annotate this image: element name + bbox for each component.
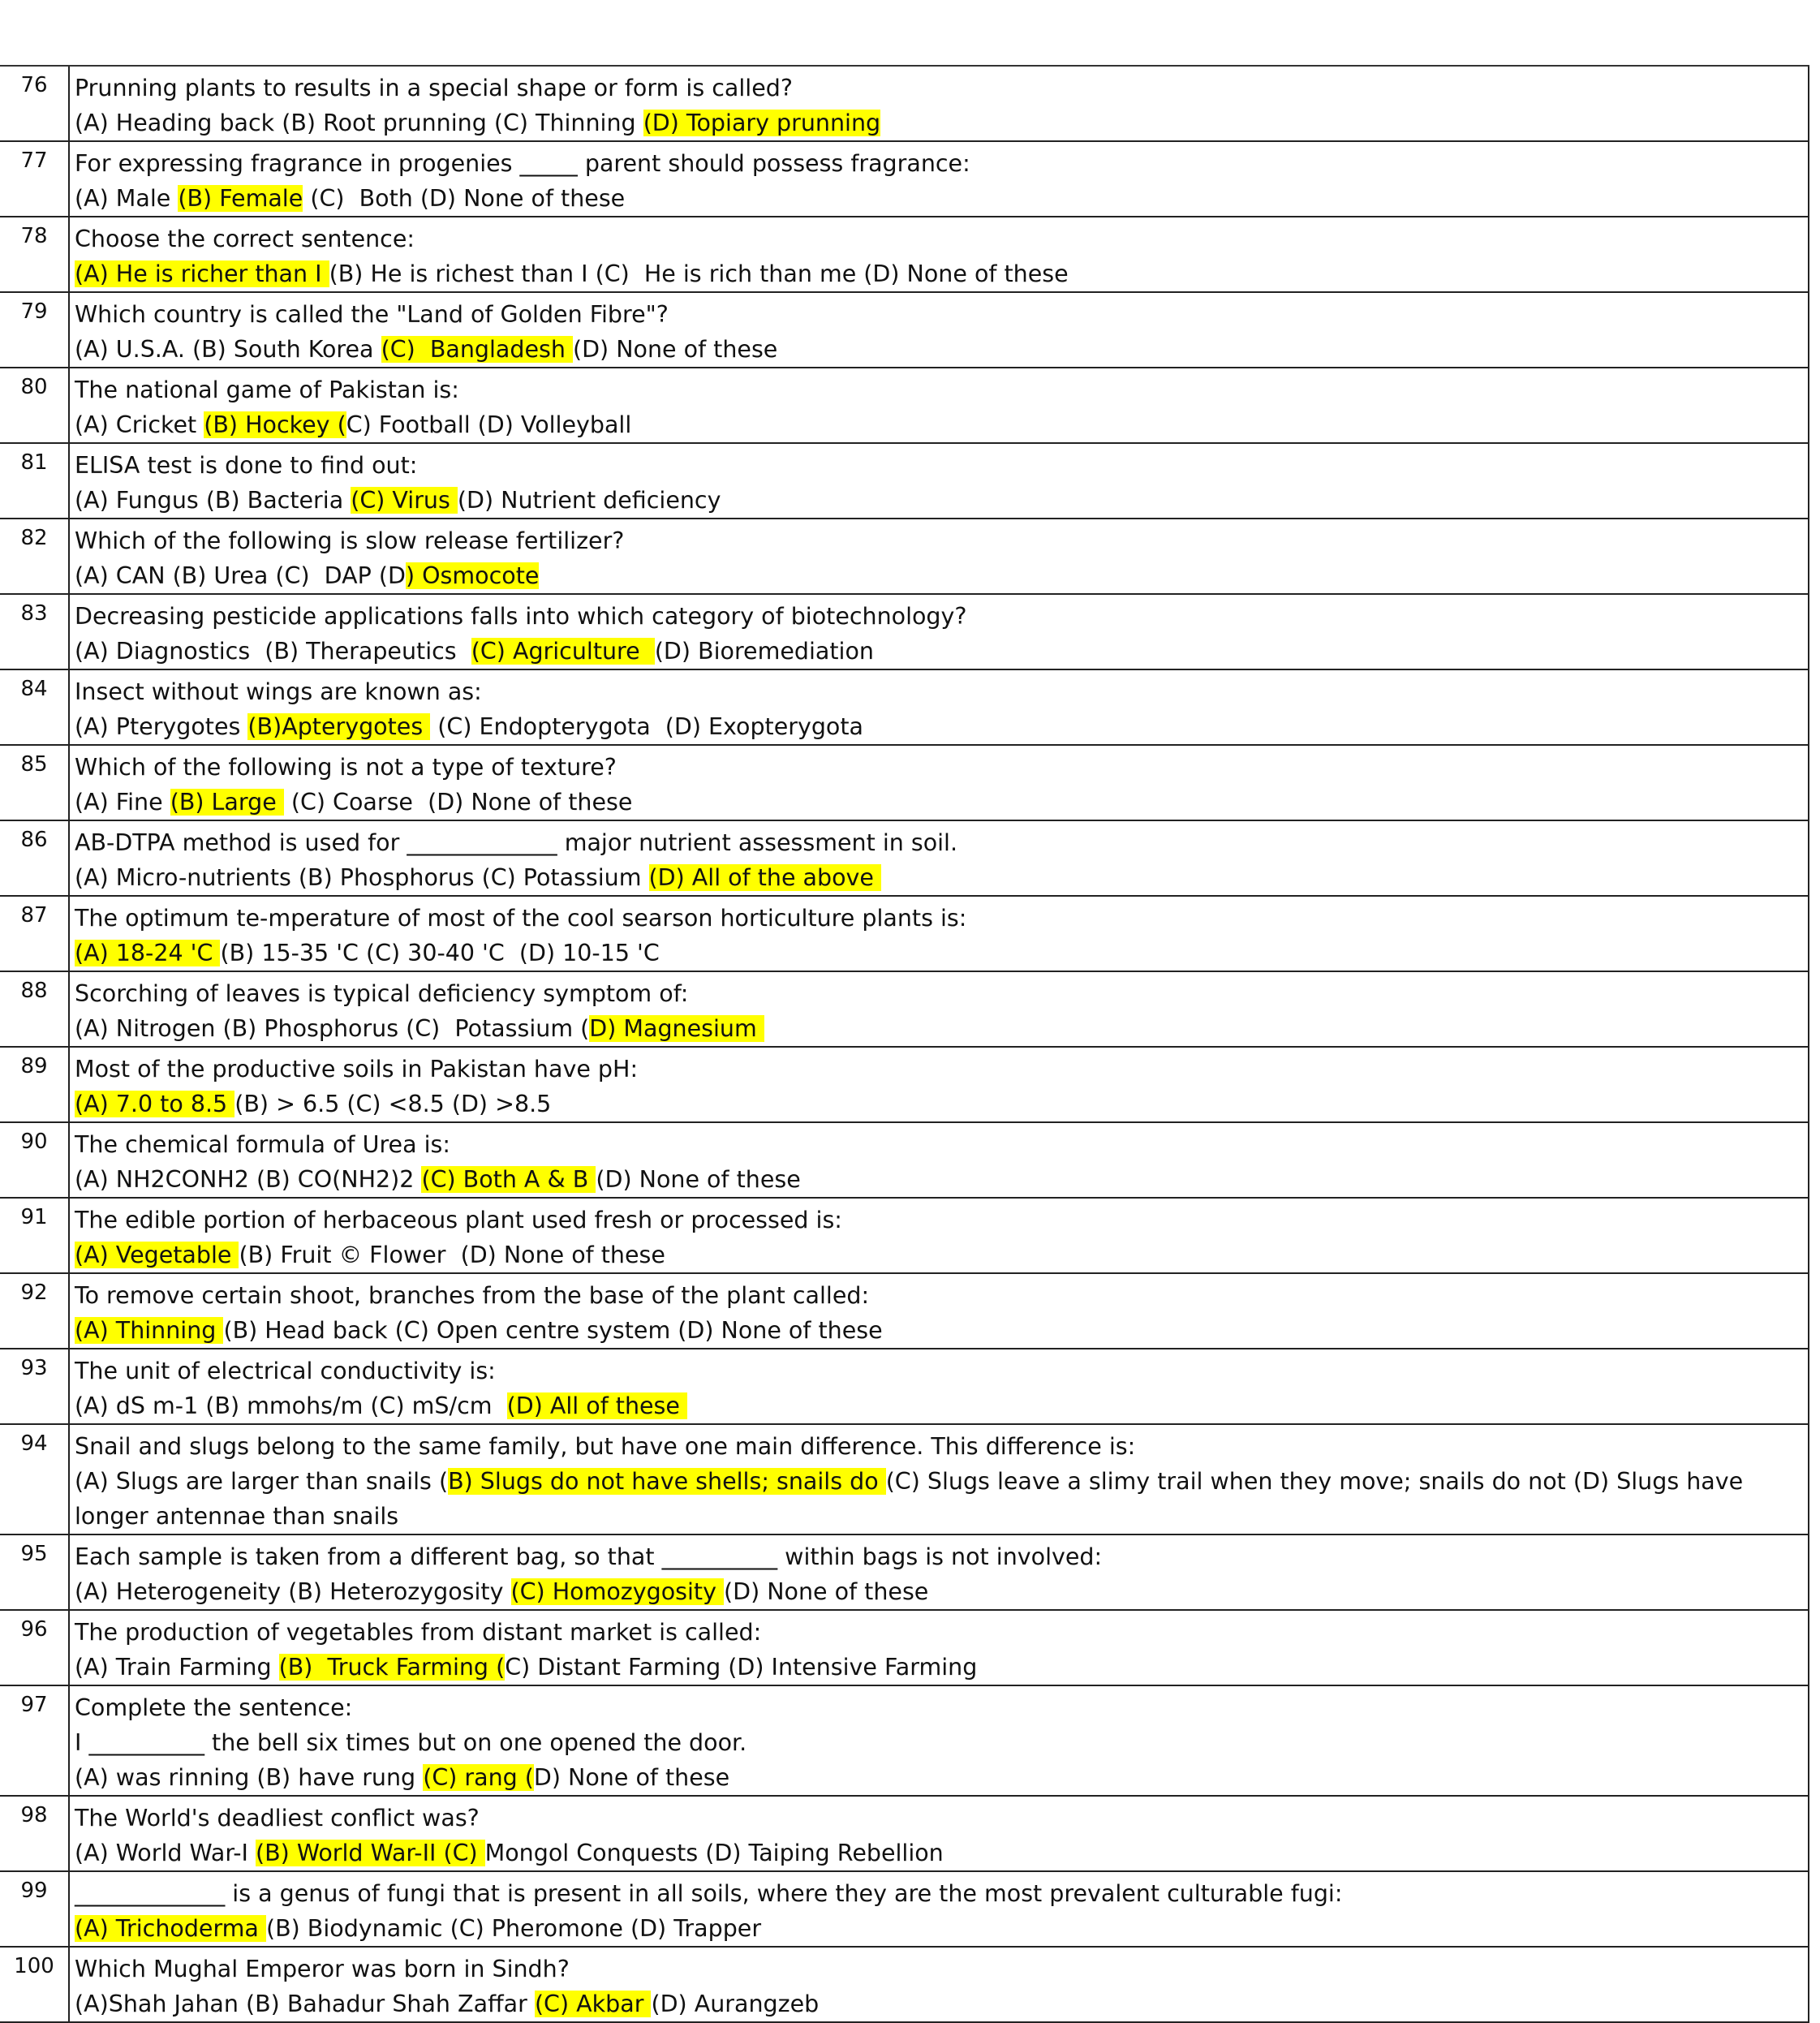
question-number: 92 <box>0 1274 70 1348</box>
question-body <box>70 1686 1808 1795</box>
options-line <box>75 1650 1808 1685</box>
question-body <box>70 1611 1808 1685</box>
option-text: (A) Male <box>75 185 179 212</box>
option-text: (A) Diagnostics (B) Therapeutics <box>75 638 471 665</box>
option-text: (D) None of these <box>596 1166 801 1193</box>
correct-answer-highlight: (B)Apterygotes <box>247 713 431 740</box>
question-number: 80 <box>0 368 70 442</box>
correct-answer-highlight: (A) 7.0 to 8.5 <box>75 1091 235 1117</box>
option-text: (A) Fungus (B) Bacteria <box>75 487 351 514</box>
question-text: The national game of Pakistan is: <box>75 377 459 403</box>
correct-answer-highlight: D) Magnesium <box>589 1015 764 1042</box>
question-text: Which country is called the "Land of Golden Fibre"? <box>75 301 669 328</box>
question-body <box>70 972 1808 1046</box>
question-text: The production of vegetables from distant market is called: <box>75 1619 762 1646</box>
question-row <box>0 1948 1809 2023</box>
question-row <box>0 1535 1809 1611</box>
option-text: (D) Bioremediation <box>654 638 874 665</box>
option-text: (D) Nutrient deficiency <box>457 487 721 514</box>
correct-answer-highlight: (A) Trichoderma <box>75 1915 266 1942</box>
correct-answer-highlight: (B) Large <box>170 789 284 816</box>
option-text: (A) CAN (B) Urea (C) DAP (D <box>75 562 406 589</box>
question-number: 78 <box>0 217 70 291</box>
option-text: D) None of these <box>533 1764 730 1791</box>
question-body <box>70 1797 1808 1870</box>
option-text: (A) U.S.A. (B) South Korea <box>75 336 381 363</box>
question-number: 100 <box>0 1948 70 2021</box>
question-text: To remove certain shoot, branches from the base of the plant called: <box>75 1282 870 1309</box>
question-number: 84 <box>0 670 70 744</box>
question-body <box>70 67 1808 140</box>
options-line <box>75 1464 1808 1534</box>
option-text: C) Distant Farming (D) Intensive Farming <box>505 1654 978 1681</box>
question-row <box>0 293 1809 368</box>
question-body <box>70 1048 1808 1121</box>
options-line <box>75 785 1808 820</box>
question-row <box>0 444 1809 519</box>
option-text: (A) Micro-nutrients (B) Phosphorus (C) Potassium <box>75 864 649 891</box>
question-text: The chemical formula of Urea is: <box>75 1131 450 1158</box>
option-text: (A) dS m-1 (B) mmohs/m (C) mS/cm <box>75 1392 507 1419</box>
question-text: _____________ is a genus of fungi that is present in all soils, where they are the most prevalent culturable fugi: <box>75 1880 1343 1907</box>
option-text: (A) Heading back (B) Root prunning (C) Thinning <box>75 110 643 136</box>
question-body <box>70 1199 1808 1272</box>
option-text: (A)Shah Jahan (B) Bahadur Shah Zaffar <box>75 1991 535 2017</box>
question-text: Each sample is taken from a different bag, so that __________ within bags is not involved: <box>75 1543 1103 1570</box>
question-number: 94 <box>0 1425 70 1534</box>
correct-answer-highlight: (D) Topiary prunning <box>643 110 881 136</box>
option-text: (D) Aurangzeb <box>651 1991 820 2017</box>
question-sentence: I __________ the bell six times but on one opened the door. <box>75 1729 747 1756</box>
question-text: The unit of electrical conductivity is: <box>75 1358 496 1384</box>
question-text: Insect without wings are known as: <box>75 678 482 705</box>
options-line <box>75 558 1808 593</box>
correct-answer-highlight: (A) Thinning <box>75 1317 224 1344</box>
question-row <box>0 519 1809 595</box>
correct-answer-highlight: (C) Agriculture <box>471 638 655 665</box>
options-line <box>75 1011 1808 1046</box>
options-line <box>75 1087 1808 1121</box>
option-text: (A) Slugs are larger than snails ( <box>75 1468 449 1495</box>
option-text: (A) World War-I <box>75 1840 256 1866</box>
question-text: The optimum te-mperature of most of the cool searson horticulture plants is: <box>75 905 967 932</box>
question-row <box>0 897 1809 972</box>
correct-answer-highlight: (B) Hockey ( <box>204 411 346 438</box>
question-body <box>70 1535 1808 1609</box>
question-text: Choose the correct sentence: <box>75 226 415 252</box>
correct-answer-highlight: ) Osmocote <box>405 562 540 589</box>
question-row <box>0 1274 1809 1349</box>
question-text: The World's deadliest conflict was? <box>75 1805 480 1831</box>
question-text: Complete the sentence: <box>75 1694 353 1721</box>
correct-answer-highlight: (C) rang ( <box>423 1764 534 1791</box>
question-number: 98 <box>0 1797 70 1870</box>
question-number: 88 <box>0 972 70 1046</box>
options-line <box>75 256 1808 291</box>
correct-answer-highlight: (D) All of the above <box>648 864 881 891</box>
question-text: Which Mughal Emperor was born in Sindh? <box>75 1956 570 1982</box>
option-text: (B) > 6.5 (C) <8.5 (D) >8.5 <box>234 1091 552 1117</box>
question-row <box>0 1349 1809 1425</box>
correct-answer-highlight: (C) Akbar <box>534 1991 652 2017</box>
question-row <box>0 1686 1809 1797</box>
option-text: (C) Slugs leave a slimy trail when they move; snails do not (D) Slugs have longer antennae than snails <box>75 1468 1744 1530</box>
question-row <box>0 1048 1809 1123</box>
question-row <box>0 1199 1809 1274</box>
question-number: 85 <box>0 746 70 820</box>
question-body <box>70 1349 1808 1423</box>
question-body <box>70 368 1808 442</box>
question-number: 93 <box>0 1349 70 1423</box>
correct-answer-highlight: (A) 18-24 'C <box>75 940 221 966</box>
question-row <box>0 67 1809 142</box>
options-line <box>75 332 1808 367</box>
question-number: 82 <box>0 519 70 593</box>
options-line <box>75 105 1808 140</box>
correct-answer-highlight: (B) Truck Farming ( <box>278 1654 506 1681</box>
option-text: (B) 15-35 'C (C) 30-40 'C (D) 10-15 'C <box>220 940 660 966</box>
question-number: 76 <box>0 67 70 140</box>
options-line <box>75 1574 1808 1609</box>
option-text: (B) Biodynamic (C) Pheromone (D) Trapper <box>265 1915 762 1942</box>
option-text: (B) He is richest than I (C) He is rich than me (D) None of these <box>329 260 1069 287</box>
options-line <box>75 483 1808 518</box>
option-text: (C) Endopterygota (D) Exopterygota <box>430 713 863 740</box>
question-body <box>70 670 1808 744</box>
question-body <box>70 1948 1808 2021</box>
correct-answer-highlight: (C) Bangladesh <box>381 336 573 363</box>
options-line <box>75 1313 1808 1348</box>
question-number: 95 <box>0 1535 70 1609</box>
question-number: 83 <box>0 595 70 669</box>
question-text: Snail and slugs belong to the same family, but have one main difference. This difference is: <box>75 1433 1136 1460</box>
options-line <box>75 1911 1808 1946</box>
option-text: (B) Fruit © Flower (D) None of these <box>239 1242 665 1268</box>
question-body <box>70 821 1808 895</box>
option-text: (A) was rinning (B) have rung <box>75 1764 424 1791</box>
question-text: Most of the productive soils in Pakistan have pH: <box>75 1056 639 1083</box>
option-text: Mongol Conquests (D) Taiping Rebellion <box>484 1840 944 1866</box>
question-text: ELISA test is done to find out: <box>75 452 418 479</box>
question-body <box>70 1274 1808 1348</box>
question-body <box>70 217 1808 291</box>
option-text: (A) Pterygotes <box>75 713 248 740</box>
question-body <box>70 746 1808 820</box>
question-number: 99 <box>0 1872 70 1946</box>
correct-answer-highlight: (C) Homozygosity <box>510 1578 724 1605</box>
question-row <box>0 1123 1809 1199</box>
options-line <box>75 1388 1808 1423</box>
question-number: 91 <box>0 1199 70 1272</box>
question-body <box>70 519 1808 593</box>
question-row <box>0 1425 1809 1535</box>
option-text: C) Football (D) Volleyball <box>346 411 632 438</box>
question-text: Which of the following is slow release fertilizer? <box>75 527 625 554</box>
option-text: (A) Cricket <box>75 411 204 438</box>
option-text: (D) None of these <box>572 336 778 363</box>
question-body <box>70 1872 1808 1946</box>
question-text: Scorching of leaves is typical deficiency symptom of: <box>75 980 689 1007</box>
question-number: 96 <box>0 1611 70 1685</box>
mcq-answer-table <box>0 65 1809 2023</box>
question-row <box>0 670 1809 746</box>
question-row <box>0 142 1809 217</box>
question-row <box>0 972 1809 1048</box>
options-line <box>75 1986 1808 2021</box>
question-text: AB-DTPA method is used for _____________ major nutrient assessment in soil. <box>75 829 958 856</box>
question-text: Decreasing pesticide applications falls into which category of biotechnology? <box>75 603 967 630</box>
question-text: Which of the following is not a type of texture? <box>75 754 617 781</box>
question-body <box>70 142 1808 216</box>
question-row <box>0 1611 1809 1686</box>
correct-answer-highlight: (A) He is richer than I <box>75 260 329 287</box>
question-number: 90 <box>0 1123 70 1197</box>
question-number: 79 <box>0 293 70 367</box>
question-body <box>70 595 1808 669</box>
correct-answer-highlight: (B) World War-II (C) <box>256 1840 485 1866</box>
question-row <box>0 746 1809 821</box>
question-number: 89 <box>0 1048 70 1121</box>
question-body <box>70 444 1808 518</box>
correct-answer-highlight: (A) Vegetable <box>75 1242 239 1268</box>
option-text: (C) Coarse (D) None of these <box>283 789 633 816</box>
question-body <box>70 1123 1808 1197</box>
question-row <box>0 595 1809 670</box>
question-number: 77 <box>0 142 70 216</box>
options-line <box>75 1162 1808 1197</box>
question-body <box>70 897 1808 971</box>
option-text: (A) Nitrogen (B) Phosphorus (C) Potassium ( <box>75 1015 590 1042</box>
options-line <box>75 709 1808 744</box>
correct-answer-highlight: (D) All of these <box>506 1392 688 1419</box>
options-line <box>75 1836 1808 1870</box>
options-line <box>75 181 1808 216</box>
options-line <box>75 936 1808 971</box>
option-text: (C) Both (D) None of these <box>303 185 626 212</box>
options-line <box>75 860 1808 895</box>
option-text: (A) Heterogeneity (B) Heterozygosity <box>75 1578 511 1605</box>
question-number: 86 <box>0 821 70 895</box>
question-row <box>0 217 1809 293</box>
question-row <box>0 821 1809 897</box>
options-line <box>75 1237 1808 1272</box>
question-row <box>0 368 1809 444</box>
options-line <box>75 634 1808 669</box>
question-number: 81 <box>0 444 70 518</box>
correct-answer-highlight: (B) Female <box>178 185 303 212</box>
question-text: The edible portion of herbaceous plant used fresh or processed is: <box>75 1207 842 1233</box>
options-line <box>75 407 1808 442</box>
option-text: (A) Fine <box>75 789 170 816</box>
option-text: (D) None of these <box>724 1578 929 1605</box>
question-number: 97 <box>0 1686 70 1795</box>
question-text: Prunning plants to results in a special shape or form is called? <box>75 75 793 101</box>
question-number: 87 <box>0 897 70 971</box>
question-body <box>70 1425 1808 1534</box>
options-line <box>75 1760 1808 1795</box>
question-text: For expressing fragrance in progenies _____ parent should possess fragrance: <box>75 150 970 177</box>
option-text: (B) Head back (C) Open centre system (D) None of these <box>223 1317 883 1344</box>
question-row <box>0 1872 1809 1948</box>
question-row <box>0 1797 1809 1872</box>
option-text: (A) Train Farming <box>75 1654 279 1681</box>
option-text: (A) NH2CONH2 (B) CO(NH2)2 <box>75 1166 422 1193</box>
question-body <box>70 293 1808 367</box>
correct-answer-highlight: (C) Both A & B <box>421 1166 596 1193</box>
correct-answer-highlight: (C) Virus <box>351 487 458 514</box>
correct-answer-highlight: B) Slugs do not have shells; snails do <box>448 1468 886 1495</box>
